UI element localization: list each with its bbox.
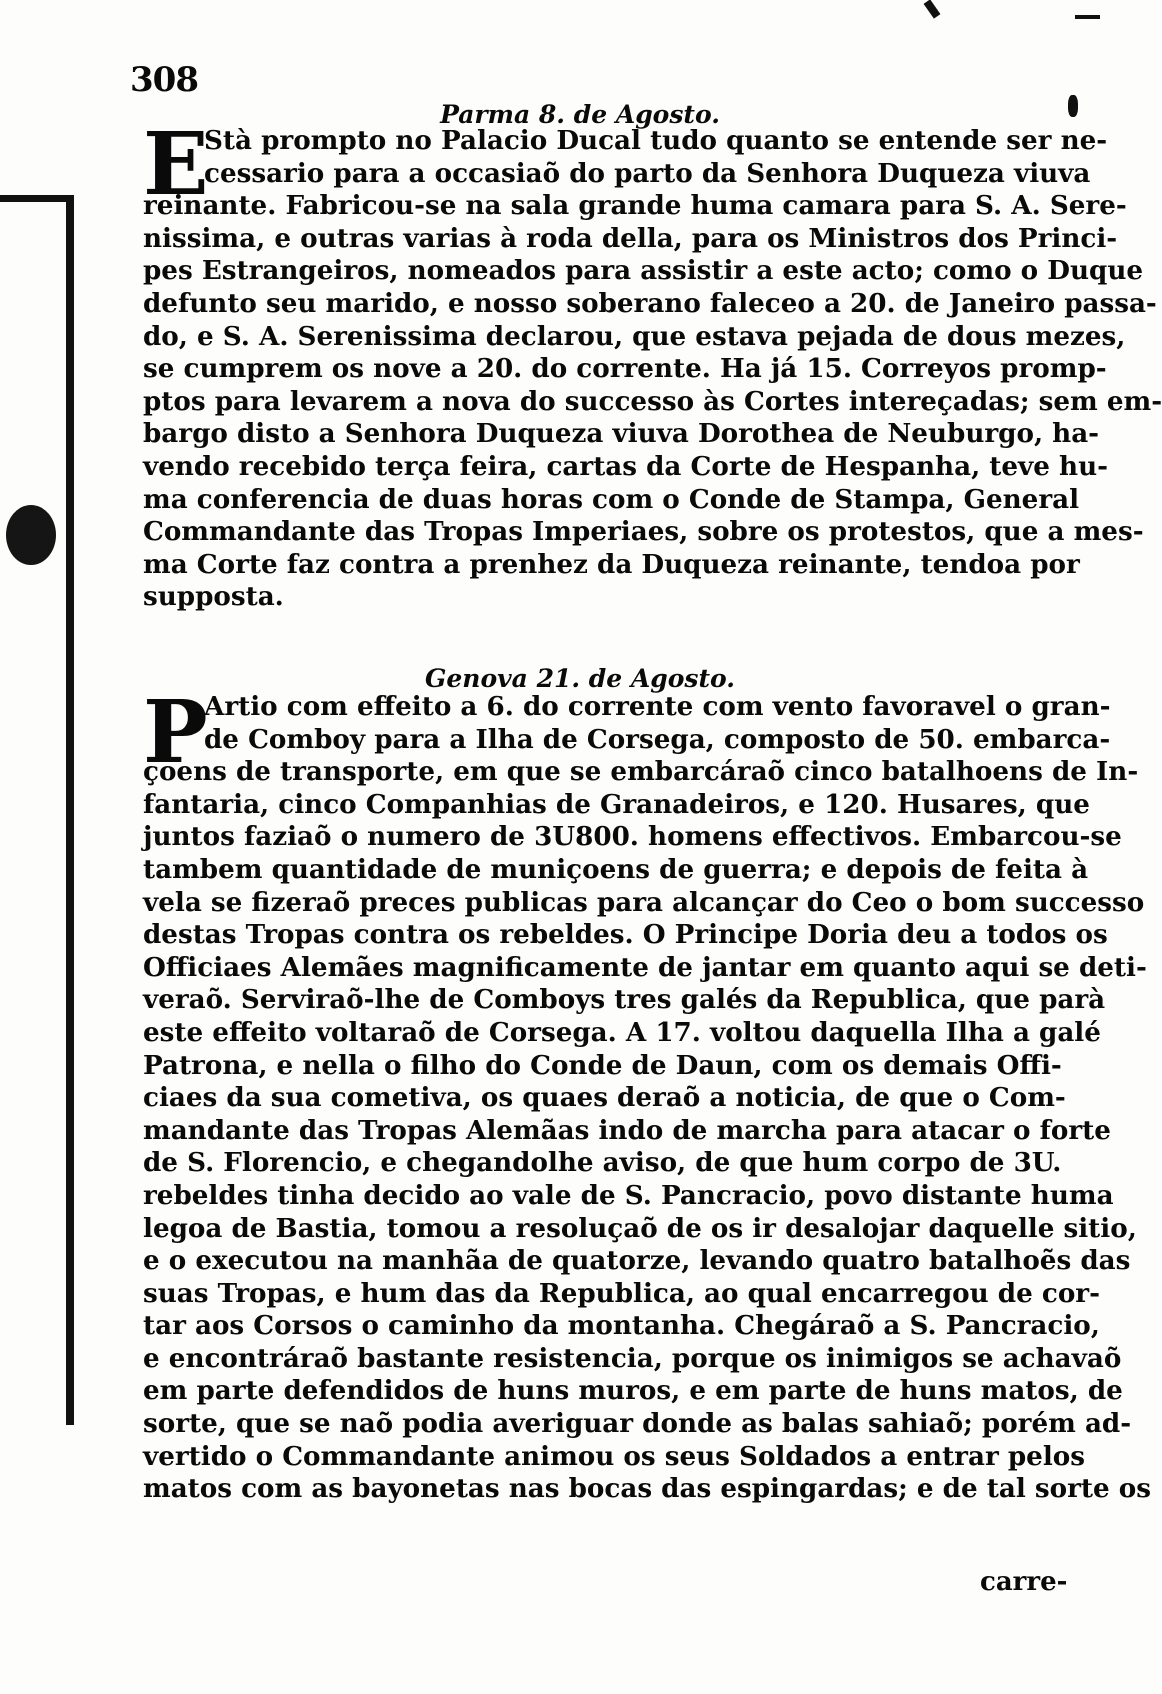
ink-blot: [6, 505, 56, 565]
text-line: vertido o Commandante animou os seus Soldados a entrar pelos: [143, 1440, 1085, 1472]
text-line: este effeito voltaraõ de Corsega. A 17. voltou daquella Ilha a galé: [143, 1016, 1101, 1048]
scan-mark: [1075, 15, 1100, 19]
text-line: de Comboy para a Ilha de Corsega, composto de 50. embarca-: [204, 723, 1111, 755]
binding-edge-top: [0, 195, 74, 202]
text-line: sorte, que se naõ podia averiguar donde as balas sahiaõ; porém ad-: [143, 1408, 1132, 1440]
text-line: vendo recebido terça feira, cartas da Corte de Hespanha, teve hu-: [143, 450, 1108, 482]
text-line: cessario para a occasiaõ do parto da Senhora Duqueza viuva: [204, 157, 1091, 189]
text-line: pes Estrangeiros, nomeados para assistir a este acto; como o Duque: [143, 255, 1144, 287]
text-line: suas Tropas, e hum das da Republica, ao qual encarregou de cor-: [143, 1277, 1100, 1309]
text-line: rebeldes tinha decido ao vale de S. Pancracio, povo distante huma: [143, 1179, 1114, 1211]
page-number: 308: [130, 60, 198, 100]
text-line: matos com as bayonetas nas bocas das espingardas; e de tal sorte os: [143, 1473, 1151, 1505]
text-line: juntos faziaõ o numero de 3U800. homens effectivos. Embarcou-se: [143, 821, 1122, 853]
text-line: e encontráraõ bastante resistencia, porque os inimigos se achavaõ: [143, 1342, 1122, 1374]
binding-edge-line: [66, 200, 74, 1425]
scan-mark: [924, 0, 941, 19]
text-line: ma Corte faz contra a prenhez da Duqueza reinante, tendoa por: [143, 548, 1080, 580]
text-line: Stà prompto no Palacio Ducal tudo quanto se entende ser ne-: [204, 125, 1108, 156]
text-line: Officiaes Alemães magnificamente de jantar em quanto aqui se deti-: [143, 951, 1147, 983]
text-line: nissima, e outras varias à roda della, para os Ministros dos Princi-: [143, 222, 1118, 254]
text-line: tambem quantidade de muniçoens de guerra; e depois de feita à: [143, 853, 1089, 885]
text-line: reinante. Fabricou-se na sala grande huma camara para S. A. Sere-: [143, 190, 1127, 222]
text-line: legoa de Bastia, tomou a resoluçaõ de os ir desalojar daquelle sitio,: [143, 1212, 1137, 1244]
text-line: de S. Florencio, e chegandolhe aviso, de que hum corpo de 3U.: [143, 1147, 1062, 1179]
dateline-genova: Genova 21. de Agosto.: [425, 664, 735, 693]
text-line: supposta.: [143, 581, 284, 613]
text-line: Patrona, e nella o filho do Conde de Daun, com os demais Offi-: [143, 1049, 1062, 1081]
article-body: [143, 125, 1162, 614]
text-line: bargo disto a Senhora Duqueza viuva Dorothea de Neuburgo, ha-: [143, 418, 1100, 450]
text-line: veraõ. Serviraõ-lhe de Comboys tres galés da Republica, que parà: [143, 984, 1106, 1016]
text-line: em parte defendidos de huns muros, e em parte de huns matos, de: [143, 1375, 1123, 1407]
text-line: vela se fizeraõ preces publicas para alcançar do Ceo o bom successo: [143, 886, 1145, 918]
dateline-parma: Parma 8. de Agosto.: [440, 100, 720, 129]
text-line: Artio com effeito a 6. do corrente com vento favoravel o gran-: [204, 691, 1111, 722]
text-line: fantaria, cinco Companhias de Granadeiros, e 120. Husares, que: [143, 788, 1090, 820]
article-body: [143, 682, 1151, 1506]
drop-cap: E: [143, 114, 209, 215]
text-line: do, e S. A. Serenissima declarou, que estava pejada de dous mezes,: [143, 320, 1126, 352]
text-line: ma conferencia de duas horas com o Conde de Stampa, General: [143, 483, 1080, 515]
text-line: tar aos Corsos o caminho da montanha. Chegáraõ a S. Pancracio,: [143, 1310, 1100, 1342]
text-line: se cumprem os nove a 20. do corrente. Ha já 15. Correyos promp-: [143, 353, 1107, 385]
text-line: ptos para levarem a nova do successo às Cortes intereçadas; sem em-: [143, 385, 1162, 417]
text-line: destas Tropas contra os rebeldes. O Principe Doria deu a todos os: [143, 919, 1108, 951]
text-line: ciaes da sua cometiva, os quaes deraõ a noticia, de que o Com-: [143, 1082, 1066, 1114]
text-line: defunto seu marido, e nosso soberano faleceo a 20. de Janeiro passa-: [143, 287, 1157, 319]
drop-cap: P: [143, 682, 208, 783]
text-line: Commandante das Tropas Imperiaes, sobre os protestos, que a mes-: [143, 516, 1144, 548]
text-line: e o executou na manhãa de quatorze, levando quatro batalhoẽs das: [143, 1245, 1131, 1277]
catchword: carre-: [980, 1567, 1068, 1597]
text-line: mandante das Tropas Alemãas indo de marcha para atacar o forte: [143, 1114, 1111, 1146]
text-line: çoens de transporte, em que se embarcáraõ cinco batalhoens de In-: [143, 756, 1139, 788]
